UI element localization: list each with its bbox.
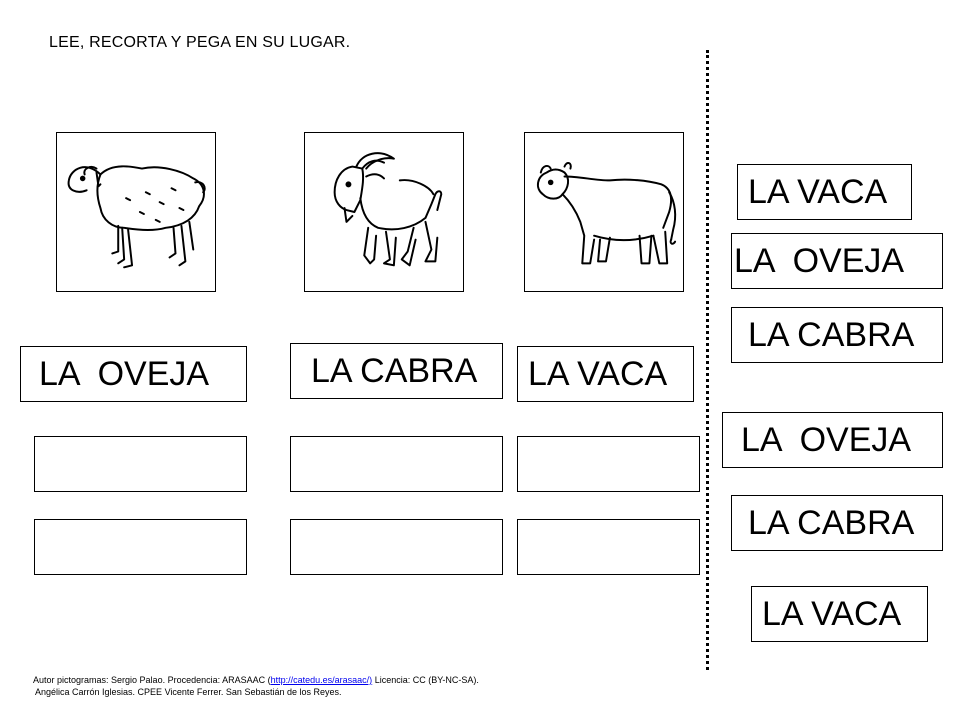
cow-picture-card [524,132,684,292]
credits-footer [33,674,479,698]
credits-license: Licencia: CC (BY-NC-SA). [372,675,479,685]
credits-line-2: Angélica Carrón Iglesias. CPEE Vicente Ferrer. San Sebastián de los Reyes. [33,687,342,697]
paste-box-oveja-1[interactable] [34,436,247,492]
cutout-label-cabra-2[interactable]: LA CABRA [731,495,943,551]
goat-icon [305,133,463,291]
worksheet-label-cabra: LA CABRA [290,343,503,399]
cut-line-divider [706,50,709,670]
cutout-label-oveja-1[interactable]: LA OVEJA [731,233,943,289]
paste-box-cabra-1[interactable] [290,436,503,492]
cutout-label-vaca-1[interactable]: LA VACA [737,164,912,220]
cow-icon [525,133,683,291]
cutout-label-cabra-1[interactable]: LA CABRA [731,307,943,363]
worksheet-label-oveja: LA OVEJA [20,346,247,402]
worksheet-label-vaca: LA VACA [517,346,694,402]
sheep-icon [57,133,215,291]
credits-prefix: Autor pictogramas: Sergio Palao. Procedencia: ARASAAC ( [33,675,271,685]
paste-box-oveja-2[interactable] [34,519,247,575]
paste-box-vaca-2[interactable] [517,519,700,575]
paste-box-vaca-1[interactable] [517,436,700,492]
goat-picture-card [304,132,464,292]
paste-box-cabra-2[interactable] [290,519,503,575]
cutout-label-oveja-2[interactable]: LA OVEJA [722,412,943,468]
cutout-label-vaca-2[interactable]: LA VACA [751,586,928,642]
instruction-text: LEE, RECORTA Y PEGA EN SU LUGAR. [49,34,351,51]
arasaac-link[interactable]: http://catedu.es/arasaac/) [270,675,373,685]
sheep-picture-card [56,132,216,292]
credits-line-1 [33,674,479,686]
